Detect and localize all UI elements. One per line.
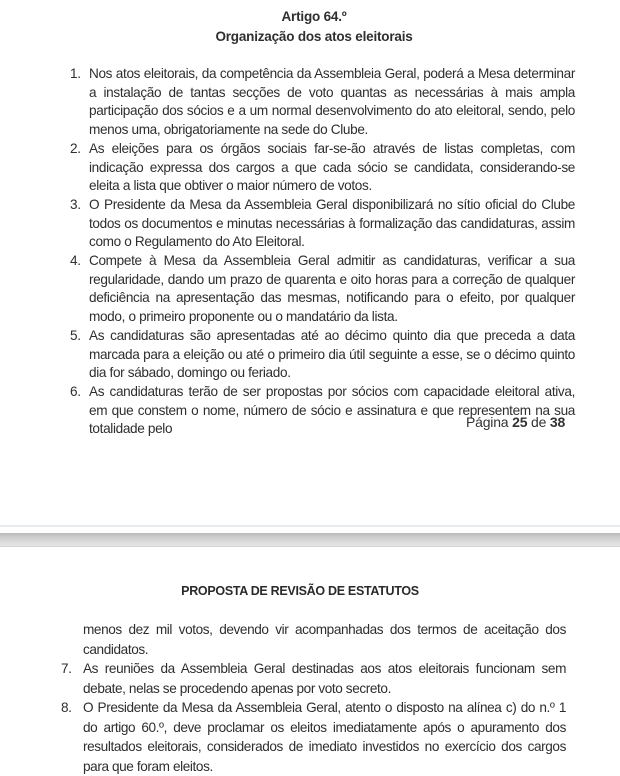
clause-text: As reuniões da Assembleia Geral destinadas aos atos eleitorais funcionam sem debate, nelas se procedendo apenas por voto secreto. xyxy=(83,661,566,696)
clause-number: 6. xyxy=(70,383,81,399)
clause-item xyxy=(70,140,575,196)
page-of-label: de xyxy=(531,414,547,430)
clause-text: O Presidente da Mesa da Assembleia Geral disponibilizará no sítio oficial do Clube todos os documentos e minutas necessárias à formalização das candidaturas, assim como o Regulamento do Ato Eleitoral. xyxy=(89,196,575,250)
page-break-line xyxy=(0,525,620,527)
clause-number: 1. xyxy=(70,66,81,81)
clause-text: As candidaturas terão de ser propostas por sócios com capacidade eleitoral ativa, em que constem o nome, número de sócio e assinatura e que representem na sua totalidade pelo xyxy=(89,383,575,437)
article-clauses-list-continued xyxy=(61,620,566,776)
clause-number: 5. xyxy=(70,327,81,343)
clause-number: 8. xyxy=(61,700,72,715)
clause-item xyxy=(70,383,575,439)
article-number: Artigo 64.º xyxy=(281,9,347,24)
article-title: Organização dos atos eleitorais xyxy=(215,29,413,44)
clause-text: As candidaturas são apresentadas até ao décimo quinto dia que preceda a data marcada para a eleição ou até o primeiro dia útil seguinte a esse, se o décimo quinto dia for sábado, domingo ou feriado. xyxy=(89,327,575,381)
clause-item xyxy=(70,327,575,383)
article-clauses-list xyxy=(70,65,575,439)
clause-item xyxy=(70,252,575,327)
total-pages: 38 xyxy=(549,414,566,430)
clause-number: 7. xyxy=(61,661,72,676)
current-page: 25 xyxy=(512,414,528,430)
clause-text: O Presidente da Mesa da Assembleia Geral, atento o disposto na alínea c) do n.º 1 do artigo 60.º, deve proclamar os eleitos imediatamente após o apuramento dos resultados eleitorais, considerados de imediato investidos no exercício dos cargos para que foram eleitos. xyxy=(83,700,566,774)
clause-continuation xyxy=(61,620,566,659)
page-break-gap xyxy=(0,533,620,546)
page-label: Página xyxy=(466,414,509,430)
clause-item xyxy=(61,698,566,776)
clause-number: 4. xyxy=(70,253,81,269)
clause-text: As eleições para os órgãos sociais far-se-ão através de listas completas, com indicação expressa dos cargos a que cada sócio se candidata, considerando-se eleita a lista que obtiver o maior número de votos. xyxy=(89,140,575,194)
clause-item xyxy=(70,65,575,140)
page-number-footer xyxy=(466,414,565,430)
clause-number: 2. xyxy=(70,140,81,156)
clause-text: Compete à Mesa da Assembleia Geral admitir as candidaturas, verificar a sua regularidade, dando um prazo de quarenta e oito horas para a correção de qualquer deficiência na apresentação das mesmas, notificando para o efeito, por qualquer modo, o primeiro proponente ou o mandatário da lista. xyxy=(89,253,575,325)
clause-number: 3. xyxy=(70,196,81,212)
clause-text: menos dez mil votos, devendo vir acompanhadas dos termos de aceitação dos candidatos. xyxy=(83,622,566,657)
clause-item xyxy=(70,196,575,252)
document-header: PROPOSTA DE REVISÃO DE ESTATUTOS xyxy=(181,584,419,598)
clause-text: Nos atos eleitorais, da competência da Assembleia Geral, poderá a Mesa determinar a instalação de tantas secções de voto quantas as necessárias à mais ampla participação dos sócios e a um normal desenvolvimento do ato eleitoral, sendo, pelo menos uma, obrigatoriamente na sede do Clube. xyxy=(89,66,575,138)
clause-item xyxy=(61,659,566,698)
